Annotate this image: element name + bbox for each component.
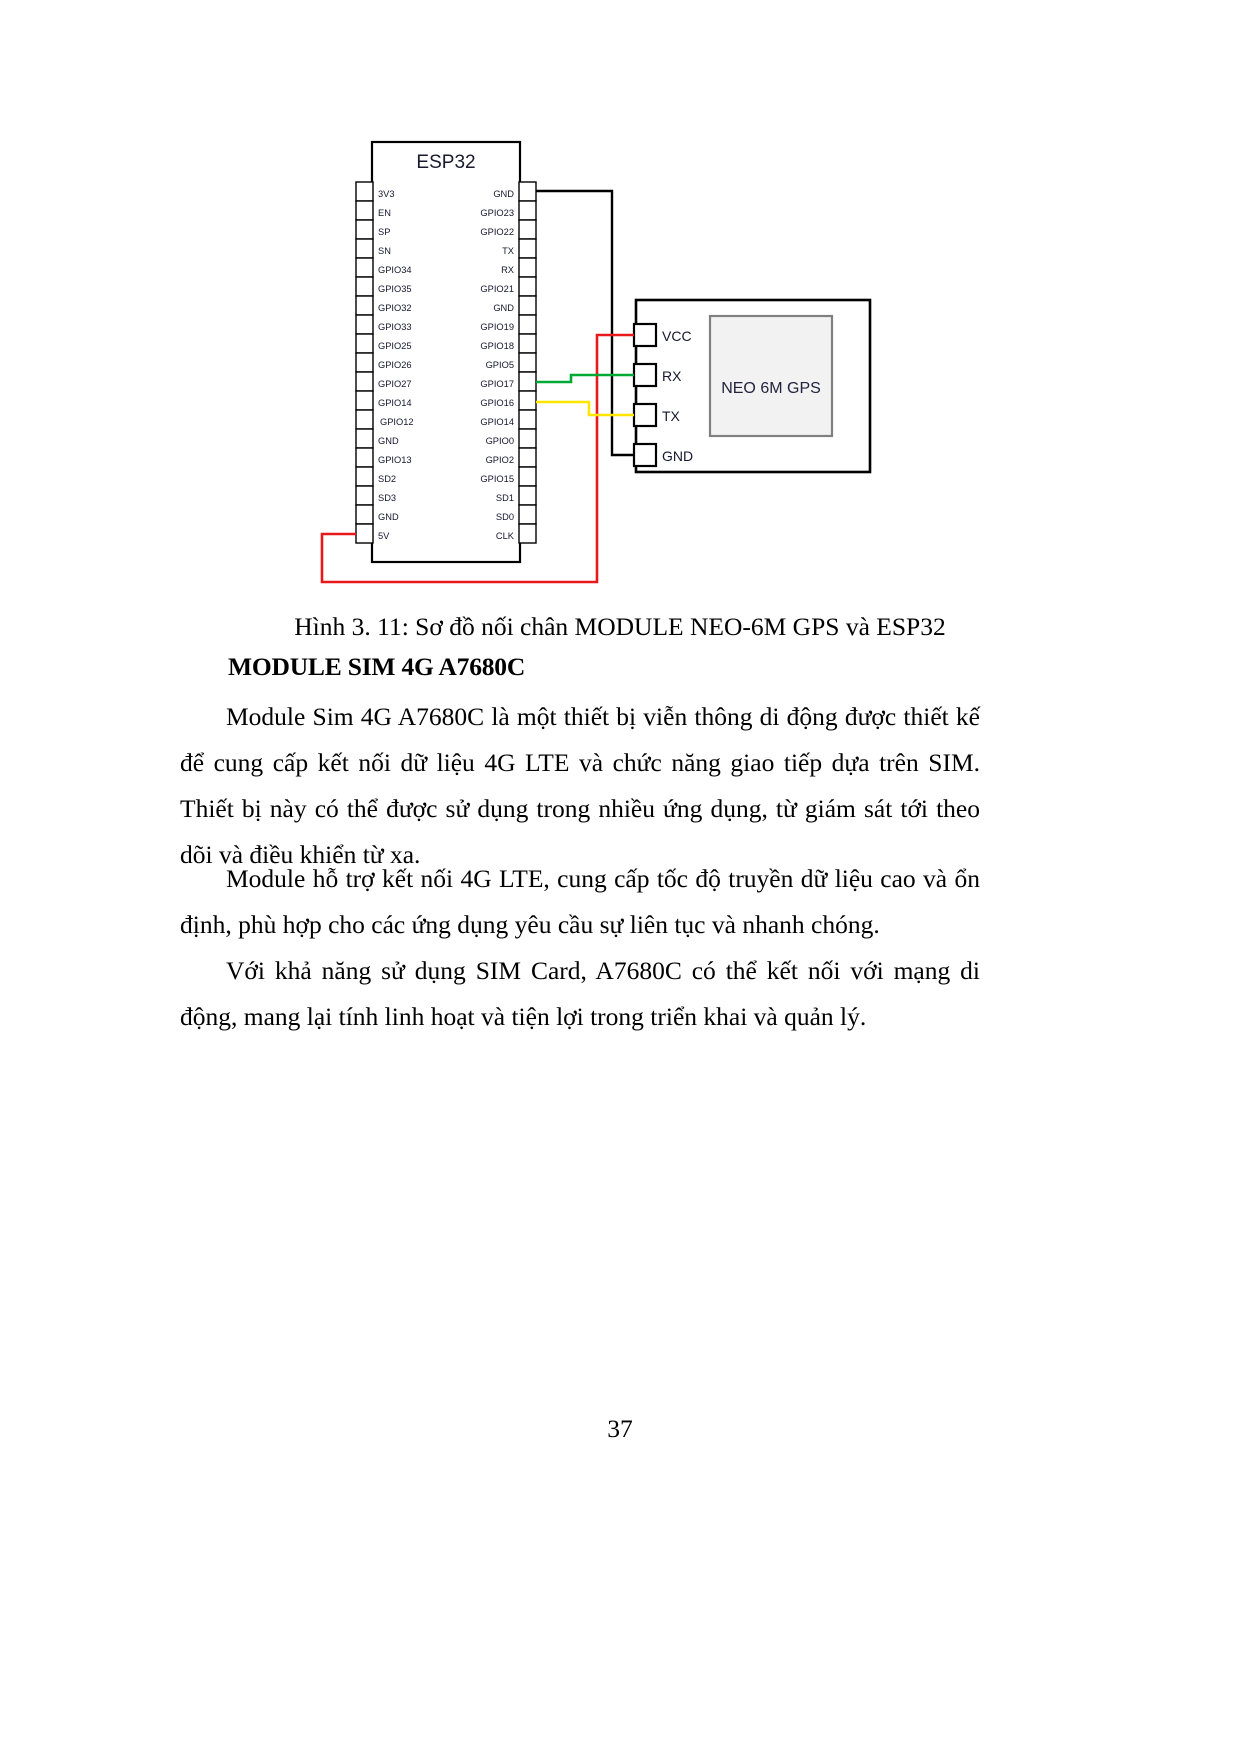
pin-label: SD0 xyxy=(495,512,514,522)
pin-label: GPIO0 xyxy=(485,436,514,446)
paragraph-2 xyxy=(180,856,980,948)
pin-label: SN xyxy=(378,246,391,256)
pin-label: GPIO23 xyxy=(480,208,514,218)
pin-label: GPIO19 xyxy=(480,322,514,332)
paragraph-text: Module Sim 4G A7680C là một thiết bị viễn thông di động được thiết kế để cung cấp kết nối dữ liệu 4G LTE và chức năng giao tiếp dựa trên SIM. Thiết bị này có thể được sử dụng trong nhiều ứng dụng, từ giám sát tới theo dõi và điều khiển từ xa. xyxy=(180,702,980,869)
pin-label: TX xyxy=(662,408,680,424)
pin-label: GND xyxy=(662,448,694,464)
pin-label: GND xyxy=(493,189,514,199)
pin-label: GPIO15 xyxy=(480,474,514,484)
esp32-title: ESP32 xyxy=(416,152,476,173)
pin-label: GPIO22 xyxy=(480,227,514,237)
figure-caption: Hình 3. 11: Sơ đồ nối chân MODULE NEO-6M GPS và ESP32 xyxy=(294,612,946,641)
pin-label: EN xyxy=(378,208,391,218)
pin-label: GPIO14 xyxy=(480,417,514,427)
pin-label: GPIO25 xyxy=(378,341,412,351)
pin-label: GPIO33 xyxy=(378,322,412,332)
pin-label: GPIO18 xyxy=(480,341,514,351)
figure-wiring-diagram xyxy=(300,130,920,590)
pin-label: VCC xyxy=(662,328,692,344)
pin-label: GPIO13 xyxy=(378,455,412,465)
paragraph-1 xyxy=(180,694,980,878)
pin-label: GPIO5 xyxy=(485,360,514,370)
pin-label: GPIO26 xyxy=(378,360,412,370)
pin-label: TX xyxy=(502,246,514,256)
pin-label: GND xyxy=(378,436,399,446)
pin-label: GPIO35 xyxy=(378,284,412,294)
pin-label: SP xyxy=(378,227,391,237)
rx-wire xyxy=(536,375,634,382)
pin-label: GND xyxy=(493,303,514,313)
esp32-right-pin-pads xyxy=(519,182,536,543)
pin-label: GPIO27 xyxy=(378,379,412,389)
pin-label: GND xyxy=(378,512,399,522)
pin-label: GPIO12 xyxy=(380,417,414,427)
tx-wire xyxy=(536,402,634,415)
pin-label: GPIO14 xyxy=(378,398,412,408)
paragraph-text: Với khả năng sử dụng SIM Card, A7680C có thể kết nối với mạng di động, mang lại tính linh hoạt và tiện lợi trong triển khai và quản lý. xyxy=(180,956,980,1031)
pin-label: SD1 xyxy=(495,493,514,503)
pin-label: RX xyxy=(501,265,514,275)
paragraph-text: Module hỗ trợ kết nối 4G LTE, cung cấp tốc độ truyền dữ liệu cao và ổn định, phù hợp cho các ứng dụng yêu cầu sự liên tục và nhanh chóng. xyxy=(180,864,980,939)
gps-module-name: NEO 6M GPS xyxy=(721,380,821,397)
pin-label: SD3 xyxy=(378,493,397,503)
esp32-left-pin-pads xyxy=(356,182,373,543)
pin-label: GPIO17 xyxy=(480,379,514,389)
pin-label: CLK xyxy=(495,531,514,541)
pin-label: RX xyxy=(662,368,682,384)
pin-label: 3V3 xyxy=(378,189,395,199)
pin-label: GPIO2 xyxy=(485,455,514,465)
pin-label: SD2 xyxy=(378,474,397,484)
pin-label: 5V xyxy=(378,531,390,541)
pin-label: GPIO21 xyxy=(480,284,514,294)
paragraph-3 xyxy=(180,948,980,1040)
page-number: 37 xyxy=(607,1414,633,1443)
pin-label: GPIO32 xyxy=(378,303,412,313)
section-heading: MODULE SIM 4G A7680C xyxy=(228,652,526,681)
pin-label: GPIO34 xyxy=(378,265,412,275)
gps-module-board xyxy=(636,300,870,472)
pin-label: GPIO16 xyxy=(480,398,514,408)
